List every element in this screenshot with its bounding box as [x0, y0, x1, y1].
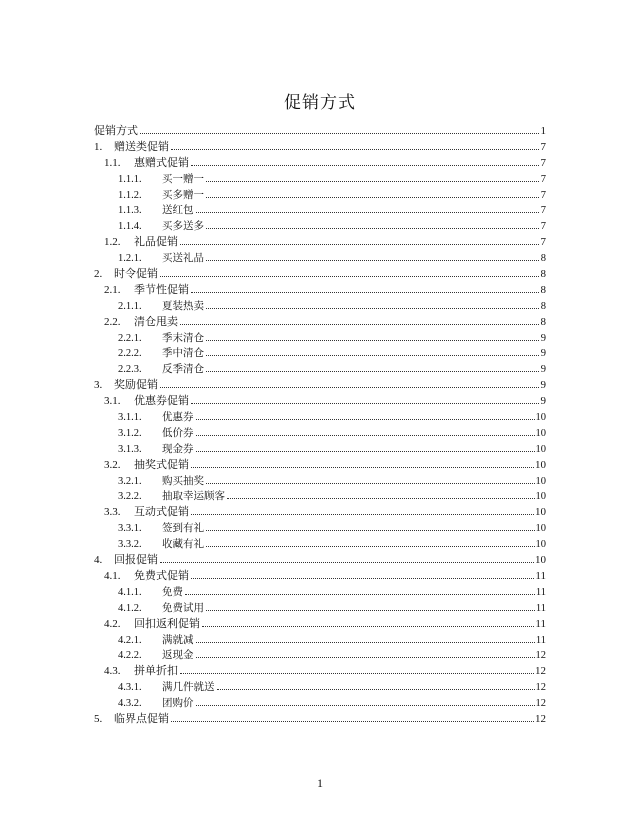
toc-entry-page: 11: [535, 586, 546, 598]
toc-entry-label: 优惠券: [162, 412, 194, 424]
toc-entry[interactable]: [94, 235, 546, 251]
toc-entry-number: 3.3.1.: [118, 523, 142, 535]
toc-entry-label: 优惠券促销: [134, 395, 189, 408]
toc-entry[interactable]: [94, 585, 546, 601]
toc-entry-label: 季节性促销: [134, 283, 189, 296]
table-of-contents: [94, 124, 546, 728]
toc-entry[interactable]: [94, 188, 546, 204]
toc-entry-page: 7: [540, 140, 546, 153]
toc-entry[interactable]: [94, 203, 546, 219]
toc-entry[interactable]: [94, 251, 546, 267]
toc-entry-page: 8: [540, 253, 546, 265]
toc-entry-label: 免费: [162, 586, 183, 598]
toc-entry-number: 1.1.1.: [118, 173, 142, 185]
toc-entry[interactable]: [94, 331, 546, 347]
toc-entry-number: 3.3.2.: [118, 539, 142, 551]
toc-entry[interactable]: [94, 633, 546, 649]
toc-entry-number: 3.1.: [104, 395, 121, 408]
toc-entry-page: 12: [535, 712, 546, 725]
toc-entry-label: 季末清仓: [162, 332, 204, 344]
toc-entry-label: 拼单折扣: [134, 665, 178, 678]
toc-entry-page: 10: [535, 506, 546, 519]
toc-entry-label: 反季清仓: [162, 364, 204, 376]
toc-entry-label: 返现金: [162, 650, 194, 662]
toc-entry-label: 季中清仓: [162, 348, 204, 360]
toc-entry-page: 10: [535, 427, 546, 439]
toc-entry-label: 清仓甩卖: [134, 315, 178, 328]
toc-entry-number: 2.: [94, 268, 103, 281]
toc-entry[interactable]: [94, 124, 546, 140]
toc-entry-page: 11: [535, 569, 546, 582]
toc-entry[interactable]: [94, 172, 546, 188]
toc-dot-leader: [206, 260, 539, 261]
toc-entry[interactable]: [94, 617, 546, 633]
toc-entry-page: 10: [535, 523, 546, 535]
toc-entry[interactable]: [94, 140, 546, 156]
toc-entry-label: 赠送类促销: [114, 140, 169, 153]
toc-entry-label: 礼品促销: [134, 236, 178, 249]
toc-dot-leader: [196, 212, 540, 213]
toc-entry-page: 7: [540, 173, 546, 185]
toc-entry[interactable]: [94, 664, 546, 680]
toc-entry-label: 抽奖式促销: [134, 458, 189, 471]
toc-entry[interactable]: [94, 569, 546, 585]
toc-entry-label: 满几件就送: [162, 682, 215, 694]
toc-entry[interactable]: [94, 346, 546, 362]
toc-entry-page: 10: [535, 412, 546, 424]
toc-entry[interactable]: [94, 553, 546, 569]
toc-dot-leader: [191, 292, 539, 293]
toc-entry-number: 2.2.2.: [118, 348, 142, 360]
document-title: 促销方式: [284, 93, 356, 112]
toc-dot-leader: [180, 324, 539, 325]
toc-entry-label: 回报促销: [114, 554, 158, 567]
toc-entry-number: 3.1.1.: [118, 412, 142, 424]
toc-entry-page: 12: [535, 650, 546, 662]
toc-dot-leader: [196, 642, 535, 643]
toc-dot-leader: [180, 244, 539, 245]
toc-entry[interactable]: [94, 299, 546, 315]
toc-entry[interactable]: [94, 537, 546, 553]
page-number: 1: [317, 776, 323, 790]
toc-dot-leader: [191, 403, 539, 404]
toc-dot-leader: [171, 149, 539, 150]
toc-entry[interactable]: [94, 712, 546, 728]
toc-entry-label: 买送礼品: [162, 253, 204, 265]
toc-entry-number: 4.2.: [104, 617, 121, 630]
toc-entry-page: 8: [540, 300, 546, 312]
toc-entry-page: 7: [540, 221, 546, 233]
toc-entry-number: 2.1.: [104, 283, 121, 296]
toc-entry-label: 签到有礼: [162, 523, 204, 535]
toc-dot-leader: [206, 340, 539, 341]
toc-entry-number: 3.2.2.: [118, 491, 142, 503]
toc-entry[interactable]: [94, 474, 546, 490]
toc-entry-page: 11: [535, 634, 546, 646]
toc-entry[interactable]: [94, 521, 546, 537]
toc-entry-number: 1.1.: [104, 156, 121, 169]
toc-entry-page: 1: [540, 125, 546, 137]
toc-entry-label: 促销方式: [94, 125, 138, 137]
toc-dot-leader: [196, 419, 535, 420]
toc-entry-page: 11: [535, 602, 546, 614]
toc-entry-label: 团购价: [162, 698, 194, 710]
toc-entry-label: 互动式促销: [134, 506, 189, 519]
toc-dot-leader: [206, 483, 535, 484]
toc-entry-page: 8: [540, 268, 546, 281]
toc-entry-label: 时令促销: [114, 268, 158, 281]
toc-entry-number: 2.2.3.: [118, 364, 142, 376]
toc-entry-number: 3.2.: [104, 458, 121, 471]
toc-entry-number: 4.3.: [104, 665, 121, 678]
toc-dot-leader: [217, 689, 535, 690]
toc-dot-leader: [191, 514, 534, 515]
toc-entry-label: 夏装热卖: [162, 300, 204, 312]
toc-entry-label: 低价券: [162, 427, 194, 439]
toc-dot-leader: [160, 562, 534, 563]
toc-entry-number: 3.: [94, 379, 103, 392]
toc-entry-page: 11: [535, 617, 546, 630]
toc-entry-page: 12: [535, 665, 546, 678]
toc-dot-leader: [160, 276, 539, 277]
toc-entry-number: 1.1.2.: [118, 189, 142, 201]
toc-entry-number: 4.: [94, 554, 103, 567]
toc-entry-page: 7: [540, 205, 546, 217]
toc-dot-leader: [206, 228, 539, 229]
toc-entry-number: 4.1.2.: [118, 602, 142, 614]
toc-dot-leader: [180, 673, 534, 674]
toc-entry-number: 1.2.: [104, 236, 121, 249]
toc-entry[interactable]: [94, 315, 546, 331]
toc-dot-leader: [196, 435, 535, 436]
toc-entry[interactable]: [94, 648, 546, 664]
toc-entry-label: 现金券: [162, 443, 194, 455]
toc-entry-page: 12: [535, 698, 546, 710]
toc-entry-number: 3.1.3.: [118, 443, 142, 455]
toc-entry-number: 3.3.: [104, 506, 121, 519]
toc-entry-number: 1.: [94, 140, 103, 153]
toc-dot-leader: [191, 578, 534, 579]
toc-entry-label: 买多赠一: [162, 189, 204, 201]
toc-entry-number: 2.1.1.: [118, 300, 142, 312]
toc-dot-leader: [206, 308, 539, 309]
toc-entry-label: 临界点促销: [114, 712, 169, 725]
toc-entry-page: 10: [535, 475, 546, 487]
toc-entry-page: 9: [540, 395, 546, 408]
toc-dot-leader: [191, 467, 534, 468]
toc-entry-number: 4.1.: [104, 569, 121, 582]
toc-dot-leader: [185, 594, 535, 595]
toc-dot-leader: [171, 721, 534, 722]
toc-entry-label: 满就减: [162, 634, 194, 646]
toc-entry-label: 奖励促销: [114, 379, 158, 392]
toc-entry-number: 4.2.2.: [118, 650, 142, 662]
toc-entry-page: 10: [535, 539, 546, 551]
toc-entry[interactable]: [94, 156, 546, 172]
toc-entry-number: 2.2.1.: [118, 332, 142, 344]
toc-dot-leader: [140, 133, 539, 134]
toc-entry-page: 9: [540, 364, 546, 376]
toc-entry[interactable]: [94, 489, 546, 505]
toc-entry-label: 回扣返利促销: [134, 617, 200, 630]
toc-dot-leader: [206, 197, 539, 198]
toc-entry[interactable]: [94, 601, 546, 617]
toc-entry[interactable]: [94, 283, 546, 299]
toc-entry-number: 3.2.1.: [118, 475, 142, 487]
toc-entry-page: 8: [540, 315, 546, 328]
toc-entry[interactable]: [94, 378, 546, 394]
toc-entry-number: 4.3.2.: [118, 698, 142, 710]
toc-entry[interactable]: [94, 362, 546, 378]
toc-entry-page: 10: [535, 491, 546, 503]
toc-entry-page: 9: [540, 348, 546, 360]
toc-entry-page: 9: [540, 379, 546, 392]
toc-entry-page: 10: [535, 554, 546, 567]
toc-entry-label: 免费式促销: [134, 569, 189, 582]
toc-dot-leader: [206, 530, 535, 531]
toc-entry[interactable]: [94, 267, 546, 283]
toc-entry-page: 10: [535, 443, 546, 455]
toc-entry-label: 送红包: [162, 205, 194, 217]
toc-dot-leader: [206, 610, 535, 611]
toc-entry-number: 1.2.1.: [118, 253, 142, 265]
toc-entry-page: 12: [535, 682, 546, 694]
toc-entry[interactable]: [94, 680, 546, 696]
toc-entry-page: 8: [540, 283, 546, 296]
toc-dot-leader: [196, 657, 535, 658]
toc-dot-leader: [196, 451, 535, 452]
toc-dot-leader: [206, 181, 539, 182]
toc-entry[interactable]: [94, 426, 546, 442]
toc-entry[interactable]: [94, 219, 546, 235]
toc-entry-number: 3.1.2.: [118, 427, 142, 439]
toc-entry-page: 7: [540, 189, 546, 201]
toc-entry-label: 抽取幸运顾客: [162, 491, 225, 503]
toc-entry[interactable]: [94, 458, 546, 474]
toc-dot-leader: [160, 387, 539, 388]
toc-entry-label: 买多送多: [162, 221, 204, 233]
toc-entry[interactable]: [94, 696, 546, 712]
toc-entry[interactable]: [94, 394, 546, 410]
toc-dot-leader: [227, 498, 535, 499]
toc-dot-leader: [206, 355, 539, 356]
toc-entry-number: 1.1.3.: [118, 205, 142, 217]
toc-entry-number: 2.2.: [104, 315, 121, 328]
toc-entry-label: 免费试用: [162, 602, 204, 614]
toc-entry[interactable]: [94, 442, 546, 458]
toc-entry-number: 4.1.1.: [118, 586, 142, 598]
toc-entry-number: 5.: [94, 712, 103, 725]
toc-dot-leader: [196, 705, 535, 706]
toc-entry-number: 4.2.1.: [118, 634, 142, 646]
toc-entry-page: 7: [540, 156, 546, 169]
toc-entry-page: 9: [540, 332, 546, 344]
toc-entry-page: 10: [535, 458, 546, 471]
toc-entry-label: 收藏有礼: [162, 539, 204, 551]
toc-dot-leader: [206, 371, 539, 372]
toc-entry[interactable]: [94, 505, 546, 521]
toc-entry-page: 7: [540, 236, 546, 249]
toc-entry-label: 惠赠式促销: [134, 156, 189, 169]
toc-entry-number: 1.1.4.: [118, 221, 142, 233]
toc-dot-leader: [206, 546, 535, 547]
toc-entry[interactable]: [94, 410, 546, 426]
toc-entry-number: 4.3.1.: [118, 682, 142, 694]
toc-dot-leader: [202, 626, 534, 627]
toc-entry-label: 买一赠一: [162, 173, 204, 185]
toc-dot-leader: [191, 165, 539, 166]
toc-entry-label: 购买抽奖: [162, 475, 204, 487]
